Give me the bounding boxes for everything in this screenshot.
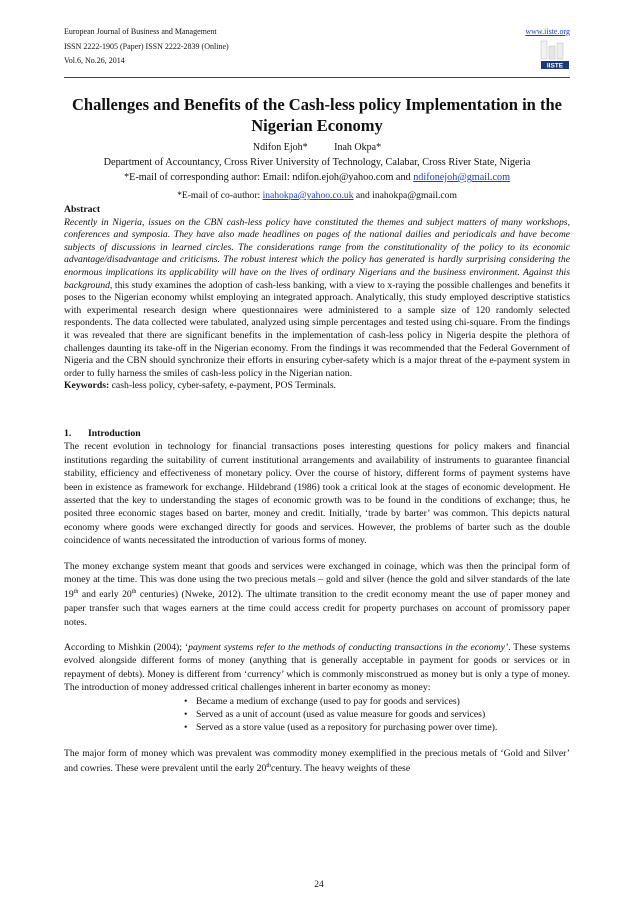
corresponding-email-link[interactable]: ndifonejoh@gmail.com [413,172,510,183]
keywords-line [64,380,570,393]
section-title: Introduction [88,428,141,439]
keywords-text: cash-less policy, cyber-safety, e-payment, POS Terminals. [109,380,337,392]
bullet-item: • Served as a unit of account (used as value measure for goods and services) [184,708,570,721]
abstract-text [64,217,570,381]
section-heading [64,427,570,440]
abstract-heading: Abstract [64,204,101,215]
paragraph: According to Mishkin (2004); ‘payment systems refer to the methods of conducting transactions in the economy’. These systems evolved alongside different forms of money (anything that is generally acceptable in payment for goods or services or in repayment of debts). Money is different from ‘currency’ which is commonly misconstrued as money but is only a type of money. The introduction of money addressed critical challenges inherent in barter economy as money: [64,641,570,694]
email-prefix: *E-mail of corresponding author: Email: ndifon.ejoh@yahoo.com and [124,172,414,183]
abstract-italic-text: Recently in Nigeria, issues on the CBN cash-less policy have constituted the themes and subject matters of many workshops, conferences and symposia. They have also made headlines on pages of the national dailies and periodicals and have become subjects of discussions in learned circles. The considerations range from the constitutionality of the policy to its economic advantage/disadvantage and criticisms. The robust interest which the policy has generated is hardly surprising considering the enormous implications its applicability will have on the lives of ordinary Nigerians and the business environment. Against this background, [64,216,570,291]
iiste-logo [540,40,570,70]
author-name: Ndifon Ejoh* [252,142,308,153]
bullet-list [64,695,570,735]
keywords-label: Keywords: [64,380,110,392]
journal-website-link[interactable]: www.iiste.org [525,27,570,36]
email-prefix: *E-mail of co-author: [177,190,263,201]
author-name: Inah Okpa* [334,142,382,153]
coauthor-email-line [64,190,570,202]
journal-name: European Journal of Business and Management [64,27,217,36]
section-number: 1. [64,428,72,439]
page-number: 24 [314,880,324,890]
paragraph: The recent evolution in technology for financial transactions poses interesting questions for policy makers and financial institutions regarding the suitability of current institutional arrangements and availability of instruments to guarantee financial stability, efficiency and effectiveness of monetary policy. Over the course of history, different forms of payment systems have been in existence as framework for exchange. Hildebrand (1986) took a critical look at the stages of economic development. He asserted that the key to understanding the stages of economic growth was to be found in the conditions of exchange; thus, he posited three economic stages based on barter, money and credit. Initially, ‘trade by barter’ was common. This depicts natural economy where goods were exchanged directly for goods and services. However, the problems of barter such as the double coincidence of wants necessitated the introduction of various forms of money. [64,441,570,547]
email-suffix: and inahokpa@gmail.com [353,190,457,201]
paragraph: The major form of money which was prevalent was commodity money exemplified in the precious metals of ‘Gold and Silver’ and cowries. These were prevalent until the early 20thcentury. The heavy weights of these [64,747,570,775]
abstract-section [64,204,570,393]
abstract-plain-text: this study examines the adoption of cash-less banking, with a view to x-raying the possible challenges and benefits it poses to the Nigerian economy whilst employing an integrated approach. Analytically, this study employed descriptive statistics with experimental research design where questionnaires were administered to a sample size of 120 randomly selected respondents. The data collected were tabulated, analyzed using simple percentages and tested using chi-square. From the findings it was revealed that there are significant benefits in the implementation of cash-less policy in Nigeria despite the plethora of challenges daunting its take-off in the Nigerian economy. From the findings it was recommended that the Federal Government of Nigeria and the CBN should synchronize their efforts in ensuring cyber-safety which is a major threat of the e-payment system in order to fully harness the smiles of cash-less policy in the Nigerian nation. [64,279,570,379]
introduction-section [64,427,570,776]
paragraph: The money exchange system meant that goods and services were exchanged in coinage, which was then the principal form of money at the time. This was done using the two precious metals – gold and silver (hence the gold and silver standards of the late 19th and early 20th centuries) (Nweke, 2012). The ultimate transition to the credit economy meant the use of paper money and paper transfer such that wages earners at the time could access credit for property purchases on account of promissory paper notes. [64,560,570,628]
authors-line [64,142,570,154]
header-divider [64,77,570,78]
issn-line: ISSN 2222-1905 (Paper) ISSN 2222-2839 (Online) [64,42,229,51]
corresponding-email-line [64,172,570,184]
bullet-item: • Served as a store value (used as a repository for purchasing power over time). [184,721,570,734]
bullet-item: • Became a medium of exchange (used to pay for goods and services) [184,695,570,708]
coauthor-email-link[interactable]: inahokpa@yahoo.co.uk [262,190,354,201]
paper-title: Challenges and Benefits of the Cash-less policy Implementation in the Nigerian Economy [72,95,562,135]
affiliation: Department of Accountancy, Cross River University of Technology, Calabar, Cross River State, Nigeria [103,157,531,168]
logo-text: IISTE [546,62,564,70]
volume-line: Vol.6, No.26, 2014 [64,56,125,65]
